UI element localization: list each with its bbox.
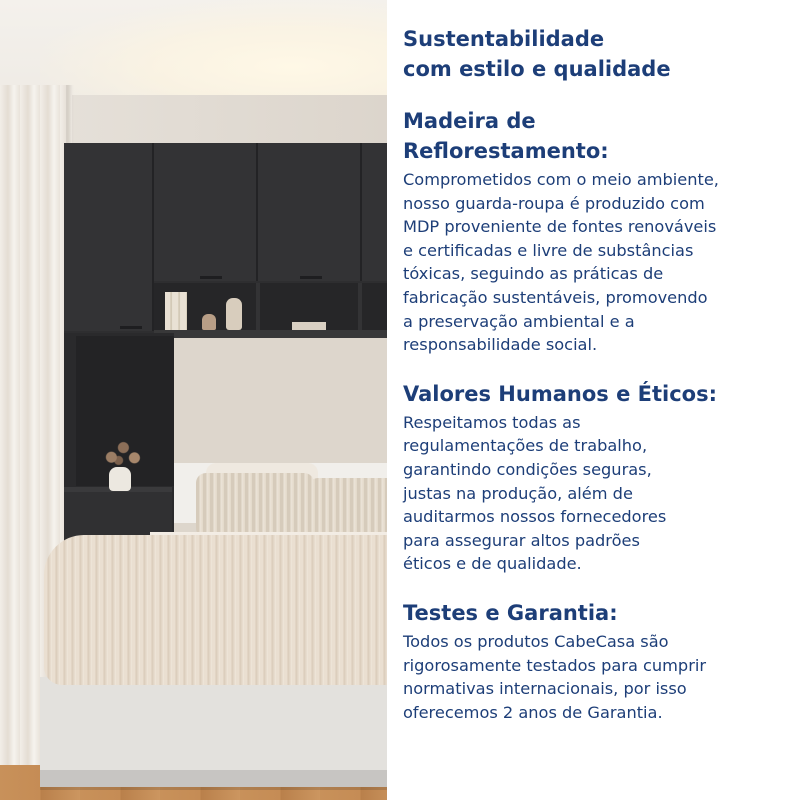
body-line: para assegurar altos padrões <box>403 530 640 550</box>
intro-line: Sustentabilidade <box>403 27 605 51</box>
section-tests-warranty <box>403 598 788 724</box>
wardrobe-door <box>258 143 362 281</box>
section-title <box>403 379 788 409</box>
door-handle <box>200 276 222 279</box>
section-title-line: Testes e Garantia: <box>403 600 618 625</box>
door-handle <box>120 326 142 329</box>
body-line: justas na produção, além de <box>403 483 633 503</box>
product-photo <box>0 0 387 800</box>
shelf-base <box>154 330 387 338</box>
vase-decor <box>226 298 242 330</box>
section-human-values <box>403 379 788 576</box>
body-line: responsabilidade social. <box>403 335 598 355</box>
open-shelf <box>154 283 387 333</box>
section-body <box>403 411 788 576</box>
body-line: a preservação ambiental e a <box>403 311 635 331</box>
wardrobe-door <box>64 143 154 331</box>
pillow <box>196 473 314 538</box>
body-line: normativas internacionais, por isso <box>403 679 687 699</box>
bed-shadow <box>40 770 387 790</box>
flower-pot <box>109 467 131 491</box>
body-line: tóxicas, seguindo as práticas de <box>403 264 664 284</box>
body-line: fabricação sustentáveis, promovendo <box>403 287 708 307</box>
shelf-divider <box>358 283 362 333</box>
body-line: nosso guarda-roupa é produzido com <box>403 193 705 213</box>
intro-heading <box>403 24 788 84</box>
body-line: Comprometidos com o meio ambiente, <box>403 170 719 189</box>
section-title <box>403 598 788 628</box>
section-body <box>403 630 788 724</box>
duvet <box>44 535 387 685</box>
body-line: e certificadas e livre de substâncias <box>403 240 694 260</box>
section-reforestation <box>403 106 788 357</box>
section-title-line: Madeira de <box>403 109 536 133</box>
section-title-line: Reflorestamento: <box>403 139 609 163</box>
books-decor <box>165 292 187 330</box>
section-title <box>403 106 788 166</box>
section-body <box>403 168 788 357</box>
section-title-line: Valores Humanos e Éticos: <box>403 381 717 406</box>
body-line: rigorosamente testados para cumprir <box>403 655 707 675</box>
body-line: Respeitamos todas as <box>403 412 581 432</box>
body-line: Todos os produtos CabeCasa são <box>403 631 669 651</box>
wardrobe-door <box>362 143 387 281</box>
wardrobe-door <box>154 143 258 281</box>
body-line: garantindo condições seguras, <box>403 459 652 479</box>
shelf-divider <box>256 283 260 333</box>
intro-line: com estilo e qualidade <box>403 57 671 81</box>
pillow <box>308 478 387 540</box>
text-column <box>403 24 788 724</box>
dried-flowers-decor <box>97 438 145 470</box>
body-line: MDP proveniente de fontes renováveis <box>403 217 717 237</box>
vase-decor <box>202 314 216 330</box>
body-line: éticos e de qualidade. <box>403 554 582 574</box>
body-line: auditarmos nossos fornecedores <box>403 507 667 527</box>
tray-decor <box>292 322 326 330</box>
body-line: oferecemos 2 anos de Garantia. <box>403 702 663 722</box>
door-handle <box>300 276 322 279</box>
ceiling-light <box>40 0 387 95</box>
body-line: regulamentações de trabalho, <box>403 436 648 456</box>
